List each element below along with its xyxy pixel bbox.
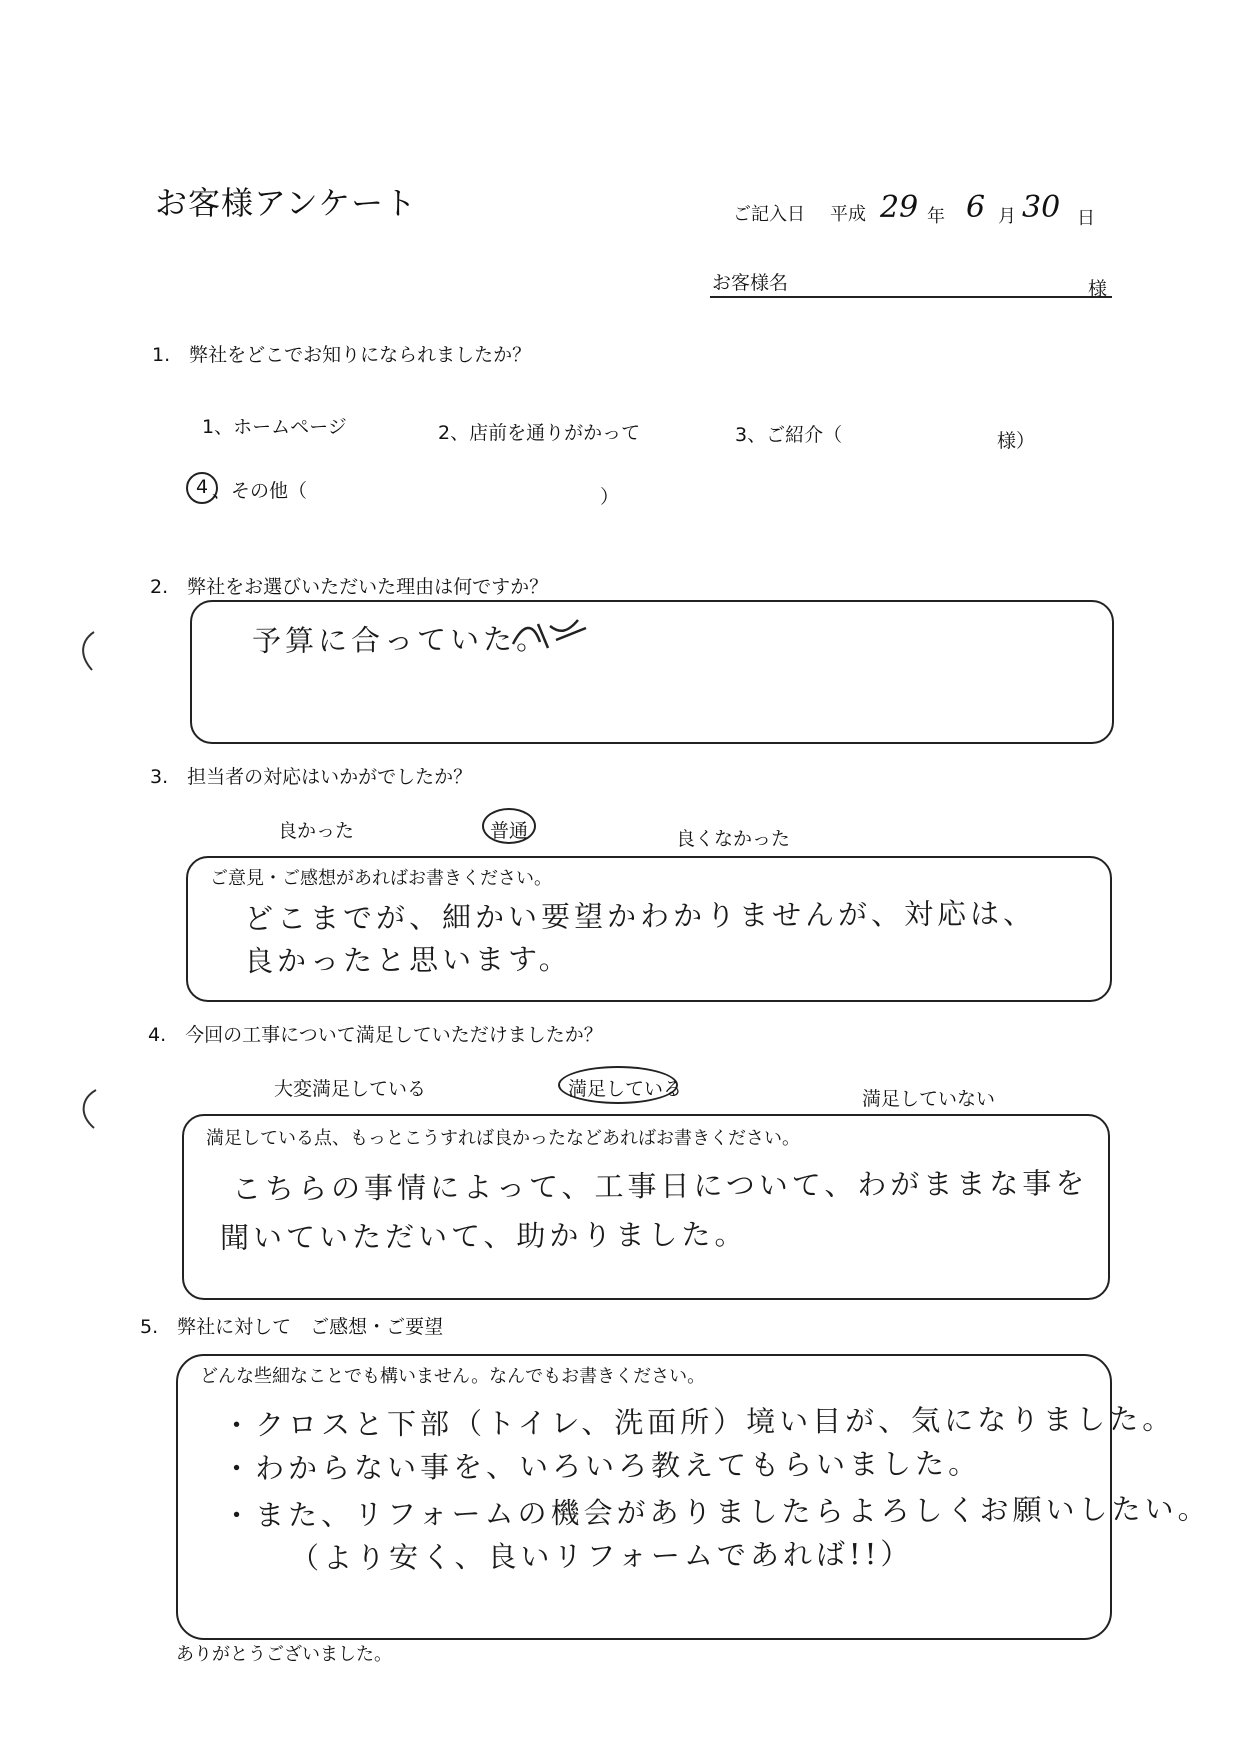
q1-option-other: 、その他（ (212, 480, 308, 502)
q4-answer-line-1: こちらの事情によって、工事日について、わがままな事を (231, 1166, 1089, 1206)
year-unit: 年 (927, 206, 945, 227)
question-5: 5. 弊社に対して ご感想・ご要望 (140, 1316, 444, 1338)
day-unit: 日 (1077, 208, 1095, 229)
q1-option-storefront: 2、店前を通りがかって (438, 422, 641, 444)
thank-you-text: ありがとうございました。 (176, 1644, 392, 1665)
q2-crossed-out-mark (508, 614, 590, 654)
month-value: 6 (966, 190, 986, 225)
q1-option-homepage: 1、ホームページ (202, 416, 347, 438)
question-1: 1. 弊社をどこでお知りになられましたか？ (152, 344, 532, 366)
q3-answer-line-1: どこまでが、細かい要望かわかりませんが、対応は、 (243, 896, 1037, 936)
year-value: 29 (880, 190, 919, 225)
customer-name-underline (710, 296, 1112, 298)
question-2: 2. 弊社をお選びいただいた理由は何ですか？ (150, 576, 549, 598)
q3-option-normal: 普通 (490, 820, 529, 842)
q3-answer-line-2: 良かったと思います。 (243, 941, 572, 979)
q4-option-not-satisfied: 満足していない (862, 1088, 996, 1110)
q3-option-good: 良かった (278, 820, 355, 842)
q1-option-referral-suffix: 様） (997, 430, 1036, 452)
date-label: ご記入日 (733, 204, 805, 225)
q4-option-satisfied: 満足している (568, 1078, 683, 1100)
question-3: 3. 担当者の対応はいかがでしたか？ (150, 766, 473, 788)
q2-answer: 予算に合っていた。 (251, 621, 550, 659)
scan-margin-mark (72, 1086, 102, 1132)
q5-answer-line-1: ・クロスと下部（トイレ、洗面所）境い目が、気になりました。 (221, 1401, 1176, 1443)
q5-answer-line-3: ・また、リフォームの機会がありましたらよろしくお願いしたい。 (221, 1491, 1211, 1533)
q3-comment-label: ご意見・ご感想があればお書きください。 (210, 868, 552, 889)
question-4: 4. 今回の工事について満足していただけましたか？ (148, 1024, 603, 1046)
scan-margin-mark (72, 628, 102, 674)
page-title: お客様アンケート (155, 184, 418, 222)
q4-answer-line-2: 聞いていただいて、助かりました。 (219, 1217, 748, 1255)
q5-comment-label: どんな些細なことでも構いません。なんでもお書きください。 (200, 1366, 706, 1387)
q3-option-bad: 良くなかった (676, 828, 791, 850)
month-unit: 月 (998, 206, 1016, 227)
day-value: 30 (1022, 190, 1061, 225)
q1-option-other-close: ） (600, 486, 620, 508)
q5-answer-line-2: ・わからない事を、いろいろ教えてもらいました。 (221, 1446, 982, 1486)
q1-option-referral: 3、ご紹介（ (735, 424, 843, 446)
customer-name-label: お客様名 (712, 272, 789, 294)
q1-option-other-number: 4 (196, 476, 209, 498)
q4-comment-label: 満足している点、もっとこうすれば良かったなどあればお書きください。 (206, 1128, 800, 1149)
q5-answer-line-4: （より安く、良いリフォームであれば!!） (289, 1536, 914, 1576)
customer-suffix: 様 (1088, 278, 1108, 300)
q4-option-very-satisfied: 大変満足している (274, 1078, 427, 1100)
era-label: 平成 (830, 204, 866, 225)
